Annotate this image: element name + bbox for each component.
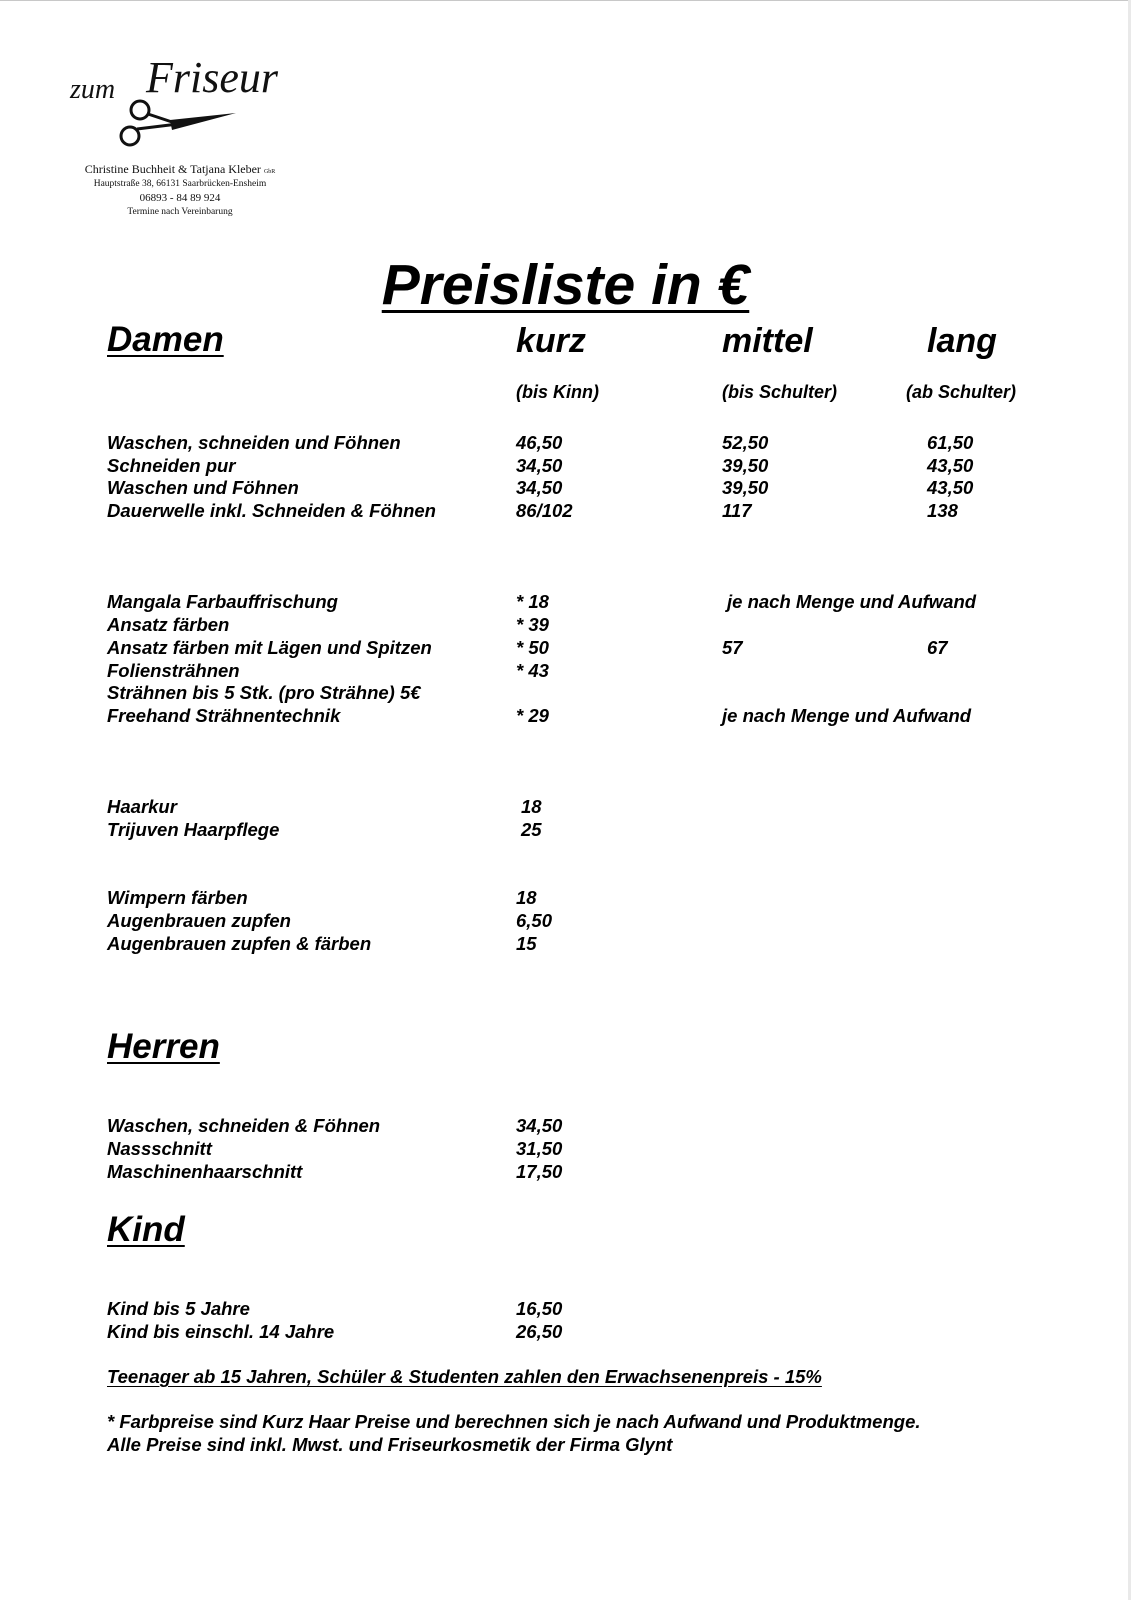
price: 25 — [521, 819, 542, 840]
service-label: Nassschnitt — [107, 1138, 212, 1159]
owners-suffix: GbR — [263, 169, 276, 175]
logo-address: Hauptstraße 38, 66131 Saarbrücken-Ensheim — [93, 179, 267, 189]
price-lang: 138 — [927, 500, 958, 521]
price-row — [0, 431, 1131, 454]
price-row — [0, 909, 1131, 932]
price-mittel: 39,50 — [722, 477, 769, 498]
price-lang: 67 — [927, 637, 948, 658]
price-note: je nach Menge und Aufwand — [722, 705, 972, 726]
service-label: Dauerwelle inkl. Schneiden & Föhnen — [107, 500, 436, 521]
price-row — [0, 1160, 1131, 1183]
column-header-mittel: mittel — [722, 322, 813, 360]
price: 15 — [516, 933, 537, 954]
price-row — [0, 932, 1131, 955]
price-kurz: 46,50 — [516, 432, 563, 453]
price: 31,50 — [516, 1138, 563, 1159]
price-row — [0, 1114, 1131, 1137]
price-kurz: * 18 — [516, 591, 549, 612]
price: 34,50 — [516, 1115, 563, 1136]
logo-name-small: zum — [70, 74, 116, 105]
price-row — [0, 454, 1131, 477]
section-heading-damen: Damen — [107, 320, 224, 359]
price-kurz: 34,50 — [516, 477, 563, 498]
page-title: Preisliste in € — [381, 253, 750, 317]
service-label: Waschen und Föhnen — [107, 477, 299, 498]
price: 17,50 — [516, 1161, 563, 1182]
price-kurz: * 39 — [516, 614, 549, 635]
teenager-discount-note: Teenager ab 15 Jahren, Schüler & Studenten zahlen den Erwachsenenpreis - 15% — [107, 1366, 822, 1387]
page-top-border — [0, 0, 1131, 1]
price-mittel: 57 — [722, 637, 743, 658]
price-row — [0, 681, 1131, 704]
logo-name-large: Friseur — [146, 53, 278, 102]
price: 16,50 — [516, 1298, 563, 1319]
column-header-lang: lang — [927, 322, 997, 360]
logo-hours: Termine nach Vereinbarung — [127, 207, 233, 217]
service-label: Waschen, schneiden & Föhnen — [107, 1115, 381, 1136]
price-row — [0, 886, 1131, 909]
section-heading-kind: Kind — [107, 1210, 185, 1249]
price-row — [0, 818, 1131, 841]
price-row — [0, 1320, 1131, 1343]
service-label: Ansatz färben mit Lägen und Spitzen — [107, 637, 432, 658]
price-note: je nach Menge und Aufwand — [727, 591, 977, 612]
price-kurz: * 50 — [516, 637, 549, 658]
price-row — [0, 1137, 1131, 1160]
service-label: Freehand Strähnentechnik — [107, 705, 341, 726]
service-label: Wimpern färben — [107, 887, 248, 908]
service-label: Foliensträhnen — [107, 660, 240, 681]
price-kurz: * 43 — [516, 660, 549, 681]
price: 18 — [516, 887, 537, 908]
price: 26,50 — [516, 1321, 563, 1342]
service-label: Mangala Farbauffrischung — [107, 591, 338, 612]
footnote-vat: Alle Preise sind inkl. Mwst. und Friseurkosmetik der Firma Glynt — [107, 1434, 673, 1455]
column-sub-lang: (ab Schulter) — [906, 382, 1017, 402]
service-label: Kind bis 5 Jahre — [107, 1298, 250, 1319]
service-label: Maschinenhaarschnitt — [107, 1161, 303, 1182]
service-label: Augenbrauen zupfen — [107, 910, 291, 931]
price-row — [0, 499, 1131, 522]
footnote-colour-prices: * Farbpreise sind Kurz Haar Preise und berechnen sich je nach Aufwand und Produktmenge. — [107, 1411, 921, 1432]
owners-text: Christine Buchheit & Tatjana Kleber — [84, 162, 261, 176]
service-label: Trijuven Haarpflege — [107, 819, 280, 840]
service-label: Schneiden pur — [107, 455, 236, 476]
price-kurz: 86/102 — [516, 500, 573, 521]
price-row — [0, 613, 1131, 636]
price-lang: 43,50 — [927, 477, 974, 498]
service-label: Augenbrauen zupfen & färben — [107, 933, 372, 954]
price-mittel: 52,50 — [722, 432, 769, 453]
logo-phone: 06893 - 84 89 924 — [139, 192, 221, 204]
price-row — [0, 704, 1131, 727]
logo-graphic — [60, 40, 300, 160]
price-mittel: 117 — [722, 500, 752, 521]
price-row — [0, 795, 1131, 818]
price-row — [0, 636, 1131, 659]
column-header-kurz: kurz — [516, 322, 586, 360]
salon-logo — [60, 40, 300, 220]
price-row — [0, 659, 1131, 682]
scissors-icon — [121, 101, 236, 145]
section-heading-herren: Herren — [107, 1027, 220, 1066]
price: 18 — [521, 796, 542, 817]
service-label: Ansatz färben — [107, 614, 230, 635]
price-kurz: 34,50 — [516, 455, 563, 476]
price: 6,50 — [516, 910, 553, 931]
price-row — [0, 590, 1131, 613]
price-row — [0, 1297, 1131, 1320]
price-lang: 43,50 — [927, 455, 974, 476]
column-sub-mittel: (bis Schulter) — [722, 382, 838, 402]
service-label: Haarkur — [107, 796, 177, 817]
column-sub-kurz: (bis Kinn) — [516, 382, 599, 402]
price-lang: 61,50 — [927, 432, 974, 453]
service-label: Waschen, schneiden und Föhnen — [107, 432, 401, 453]
service-label: Kind bis einschl. 14 Jahre — [107, 1321, 335, 1342]
price-row — [0, 476, 1131, 499]
price-kurz: * 29 — [516, 705, 549, 726]
service-label: Strähnen bis 5 Stk. (pro Strähne) 5€ — [107, 682, 421, 703]
logo-owners — [60, 162, 300, 177]
price-mittel: 39,50 — [722, 455, 769, 476]
